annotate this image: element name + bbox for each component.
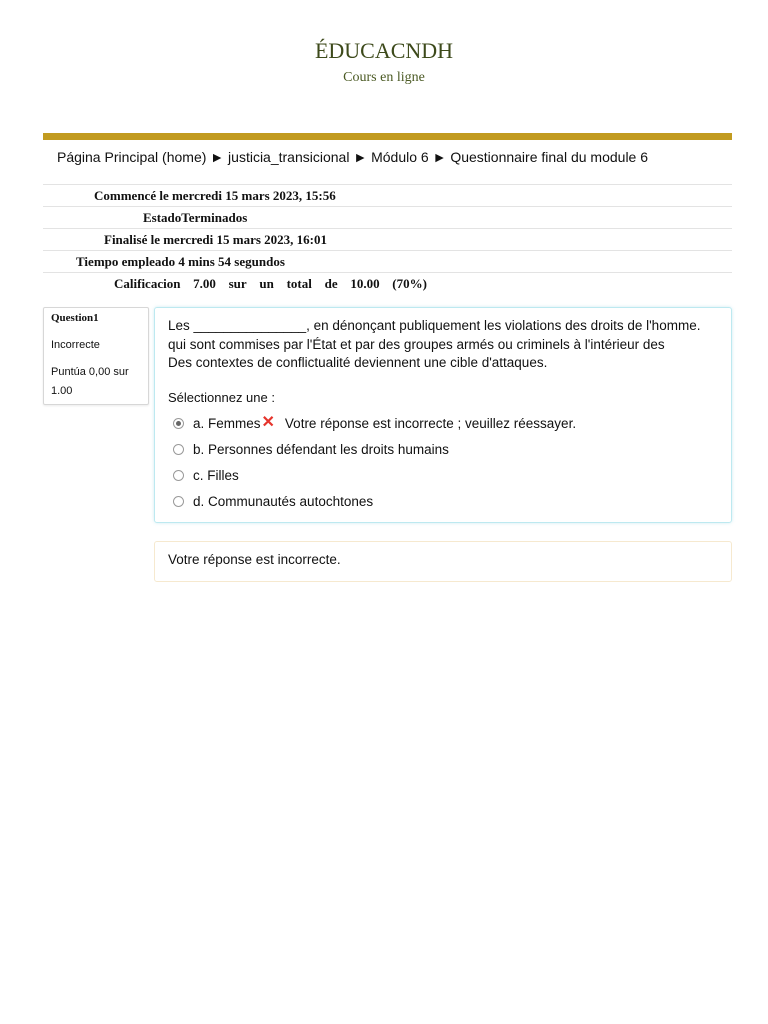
radio-button[interactable] xyxy=(173,444,184,455)
grade-text xyxy=(114,273,427,294)
general-feedback-text: Votre réponse est incorrecte. xyxy=(168,552,341,567)
grade-word-total: total xyxy=(286,276,312,291)
answer-prompt: Sélectionnez une : xyxy=(168,390,275,405)
question-state: Incorrecte xyxy=(51,339,100,351)
question-info-panel xyxy=(43,307,149,405)
answer-label: d. Communautés autochtones xyxy=(193,493,374,509)
grade-percent: (70%) xyxy=(392,276,427,291)
breadcrumb-module[interactable]: Módulo 6 xyxy=(371,149,429,165)
answer-list xyxy=(173,410,576,514)
question-text-line: qui sont commises par l'État et par des groupes armés ou criminels à l'intérieur des xyxy=(168,336,665,352)
answer-feedback: Votre réponse est incorrecte ; veuillez réessayer. xyxy=(284,415,577,431)
summary-row-finished xyxy=(43,229,732,251)
answer-label: c. Filles xyxy=(193,467,239,483)
summary-row-started xyxy=(43,185,732,207)
attempt-summary xyxy=(43,184,732,294)
header-divider xyxy=(43,133,732,140)
breadcrumb xyxy=(57,149,648,165)
question-mark: Puntúa 0,00 sur 1.00 xyxy=(51,366,129,397)
cross-icon: ✕ xyxy=(261,414,275,431)
answer-option-c[interactable] xyxy=(173,462,576,488)
question-number: Question1 xyxy=(51,312,99,324)
grade-word-sur: sur xyxy=(228,276,247,291)
breadcrumb-home[interactable]: Página Principal (home) xyxy=(57,149,207,165)
grade-word-un: un xyxy=(259,276,274,291)
summary-row-state xyxy=(43,207,732,229)
radio-button[interactable] xyxy=(173,496,184,507)
breadcrumb-separator: ► xyxy=(210,149,225,165)
answer-option-b[interactable] xyxy=(173,436,576,462)
finished-text: Finalisé le mercredi 15 mars 2023, 16:01 xyxy=(104,232,328,247)
breadcrumb-quiz[interactable]: Questionnaire final du module 6 xyxy=(450,149,649,165)
state-text: EstadoTerminados xyxy=(143,210,248,225)
question-text-line: Les _______________, en dénonçant publiquement les violations des droits de l'homme. xyxy=(168,318,701,333)
breadcrumb-separator: ► xyxy=(432,149,447,165)
answer-option-a[interactable] xyxy=(173,410,576,436)
answer-label: a. Femmes xyxy=(193,415,261,431)
general-feedback xyxy=(154,541,732,582)
radio-button[interactable] xyxy=(173,470,184,481)
started-text: Commencé le mercredi 15 mars 2023, 15:56 xyxy=(94,188,336,203)
breadcrumb-separator: ► xyxy=(353,149,368,165)
question-text-line: Des contextes de conflictualité deviennent une cible d'attaques. xyxy=(168,355,548,370)
grade-score: 7.00 xyxy=(193,276,216,291)
grade-label: Calificacion xyxy=(114,276,181,291)
answer-label: b. Personnes défendant les droits humains xyxy=(193,441,449,457)
answer-option-d[interactable] xyxy=(173,488,576,514)
breadcrumb-course[interactable]: justicia_transicional xyxy=(228,149,350,165)
site-title: ÉDUCACNDH xyxy=(314,38,454,63)
grade-max: 10.00 xyxy=(350,276,380,291)
question-content xyxy=(154,307,732,523)
question-text xyxy=(168,317,700,373)
site-subtitle: Cours en ligne xyxy=(343,70,425,85)
summary-row-time xyxy=(43,251,732,273)
radio-button-selected[interactable] xyxy=(173,418,184,429)
summary-row-grade xyxy=(43,273,732,294)
grade-word-de: de xyxy=(324,276,338,291)
time-taken-text: Tiempo empleado 4 mins 54 segundos xyxy=(76,254,285,269)
